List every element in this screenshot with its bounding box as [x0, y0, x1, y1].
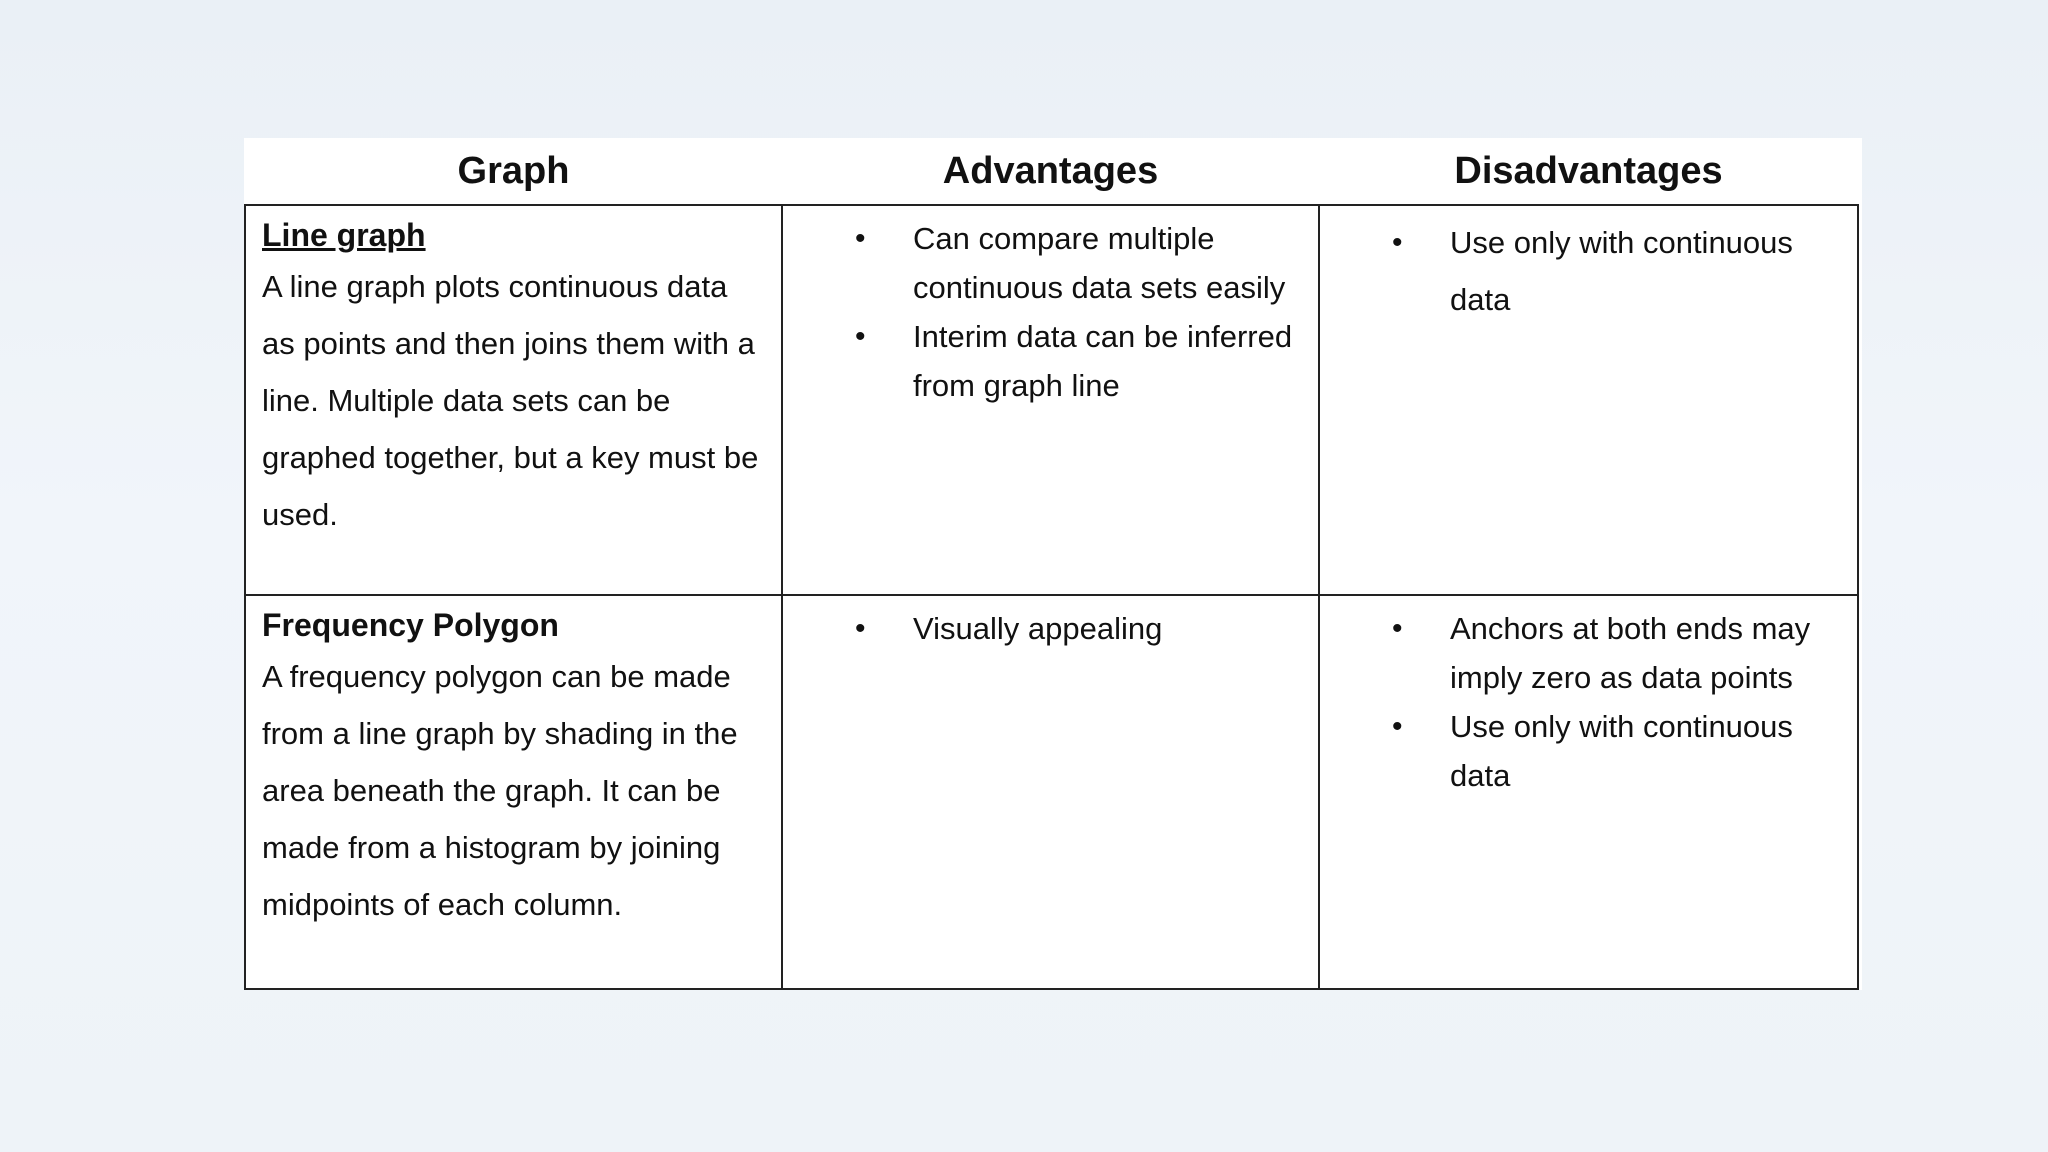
list-item	[1320, 214, 1837, 328]
header-disadvantages: Disadvantages	[1319, 138, 1858, 205]
graph-description: A frequency polygon can be made from a line graph by shading in the area beneath the graph. It can be made from a histogram by joining midpoints of each column.	[262, 659, 738, 922]
advantage-text: Interim data can be inferred from graph line	[913, 319, 1293, 403]
advantage-text: Visually appealing	[913, 611, 1163, 646]
graph-title: Line graph	[262, 217, 426, 253]
graph-cell	[245, 595, 782, 989]
list-item	[783, 604, 1298, 653]
bullet-icon: •	[855, 320, 866, 353]
bullet-icon: •	[855, 612, 866, 645]
advantages-cell	[782, 205, 1319, 595]
disadvantage-text: Anchors at both ends may imply zero as data points	[1450, 611, 1811, 695]
advantages-list	[783, 604, 1298, 653]
list-item	[1320, 604, 1837, 702]
graph-title: Frequency Polygon	[262, 607, 559, 643]
advantages-cell	[782, 595, 1319, 989]
header-graph: Graph	[245, 138, 782, 205]
header-advantages: Advantages	[782, 138, 1319, 205]
bullet-icon: •	[855, 222, 866, 255]
table-row	[245, 595, 1858, 989]
comparison-table	[244, 138, 1859, 990]
advantages-list	[783, 214, 1298, 410]
graph-description: A line graph plots continuous data as points and then joins them with a line. Multiple data sets can be graphed together, but a key must be used.	[262, 269, 759, 532]
header-row	[245, 138, 1858, 205]
disadvantage-text: Use only with continuous data	[1450, 225, 1793, 317]
advantage-text: Can compare multiple continuous data sets easily	[913, 221, 1286, 305]
disadvantages-list	[1320, 604, 1837, 800]
disadvantages-list	[1320, 214, 1837, 328]
bullet-icon: •	[1392, 710, 1403, 743]
list-item	[1320, 702, 1837, 800]
disadvantages-cell	[1319, 205, 1858, 595]
graph-cell	[245, 205, 782, 595]
table-row	[245, 205, 1858, 595]
bullet-icon: •	[1392, 612, 1403, 645]
list-item	[783, 312, 1298, 410]
bullet-icon: •	[1392, 226, 1403, 259]
disadvantages-cell	[1319, 595, 1858, 989]
disadvantage-text: Use only with continuous data	[1450, 709, 1793, 793]
comparison-table-container	[244, 138, 1862, 990]
list-item	[783, 214, 1298, 312]
